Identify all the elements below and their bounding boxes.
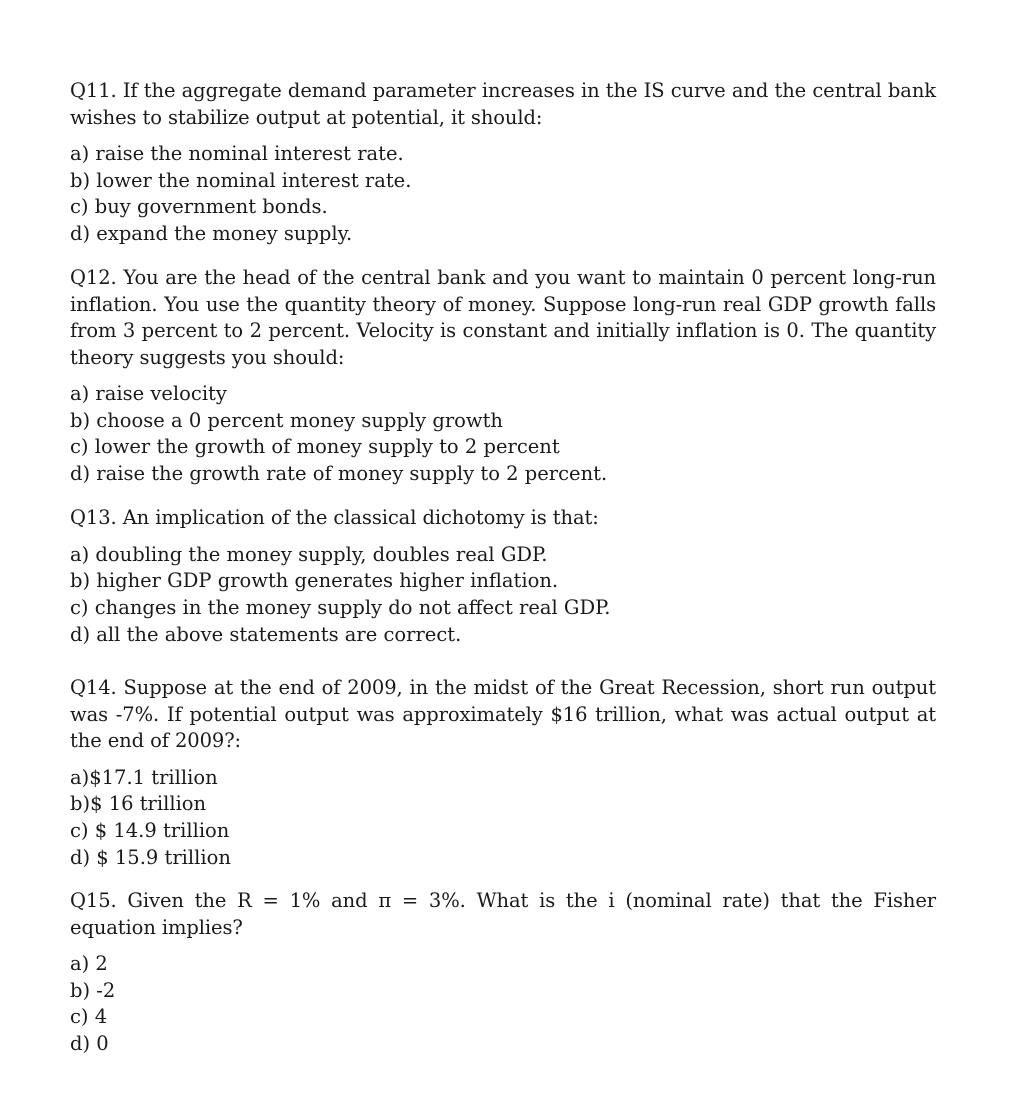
option-d: d) all the above statements are correct.: [70, 622, 462, 646]
option-c: c) lower the growth of money supply to 2 percent: [70, 435, 560, 459]
option-a: a) raise the nominal interest rate.: [70, 142, 404, 165]
option-c: c) changes in the money supply do not affect real GDP.: [70, 595, 611, 619]
question-text: Q11. If the aggregate demand parameter increases in the IS curve and the central bank wishes to stabilize output at potential, it should:: [70, 79, 936, 129]
question-block-q15: [70, 888, 936, 1058]
option-b: b)$ 16 trillion: [70, 792, 207, 816]
option-d: d) expand the money supply.: [70, 222, 353, 246]
answer-options: [70, 765, 936, 872]
option-d: d) raise the growth rate of money supply to 2 percent.: [70, 462, 608, 486]
option-a: a) raise velocity: [70, 382, 227, 405]
option-b: b) lower the nominal interest rate.: [70, 168, 412, 192]
question-block-q12: [70, 265, 936, 488]
question-text: Q14. Suppose at the end of 2009, in the midst of the Great Recession, short run output was -7%. If potential output was approximately $16 trillion, what was actual output at the end of 2009?:: [70, 676, 936, 752]
option-b: b) choose a 0 percent money supply growth: [70, 408, 503, 432]
option-a: a)$17.1 trillion: [70, 765, 218, 789]
option-a: a) 2: [70, 952, 108, 975]
question-text: Q13. An implication of the classical dichotomy is that:: [70, 506, 599, 529]
option-b: b) higher GDP growth generates higher inflation.: [70, 569, 559, 593]
answer-options: [70, 542, 936, 649]
answer-options: [70, 951, 936, 1058]
option-d: d) $ 15.9 trillion: [70, 845, 231, 869]
option-a: a) doubling the money supply, doubles real GDP.: [70, 542, 548, 566]
option-b: b) -2: [70, 978, 116, 1002]
question-text: Q15. Given the R = 1% and π = 3%. What is the i (nominal rate) that the Fisher equation implies?: [70, 889, 936, 939]
question-text: Q12. You are the head of the central bank and you want to maintain 0 percent long-run inflation. You use the quantity theory of money. Suppose long-run real GDP growth falls from 3 percent to 2 percent. Velocity is constant and initially inflation is 0. The quantity theory suggests you should:: [70, 266, 936, 369]
option-d: d) 0: [70, 1032, 109, 1056]
answer-options: [70, 141, 936, 248]
option-c: c) $ 14.9 trillion: [70, 818, 230, 842]
question-block-q11: [70, 78, 936, 248]
option-c: c) buy government bonds.: [70, 195, 328, 219]
question-block-q13: [70, 505, 936, 648]
option-c: c) 4: [70, 1005, 108, 1029]
answer-options: [70, 381, 936, 488]
question-block-q14: [70, 675, 936, 871]
